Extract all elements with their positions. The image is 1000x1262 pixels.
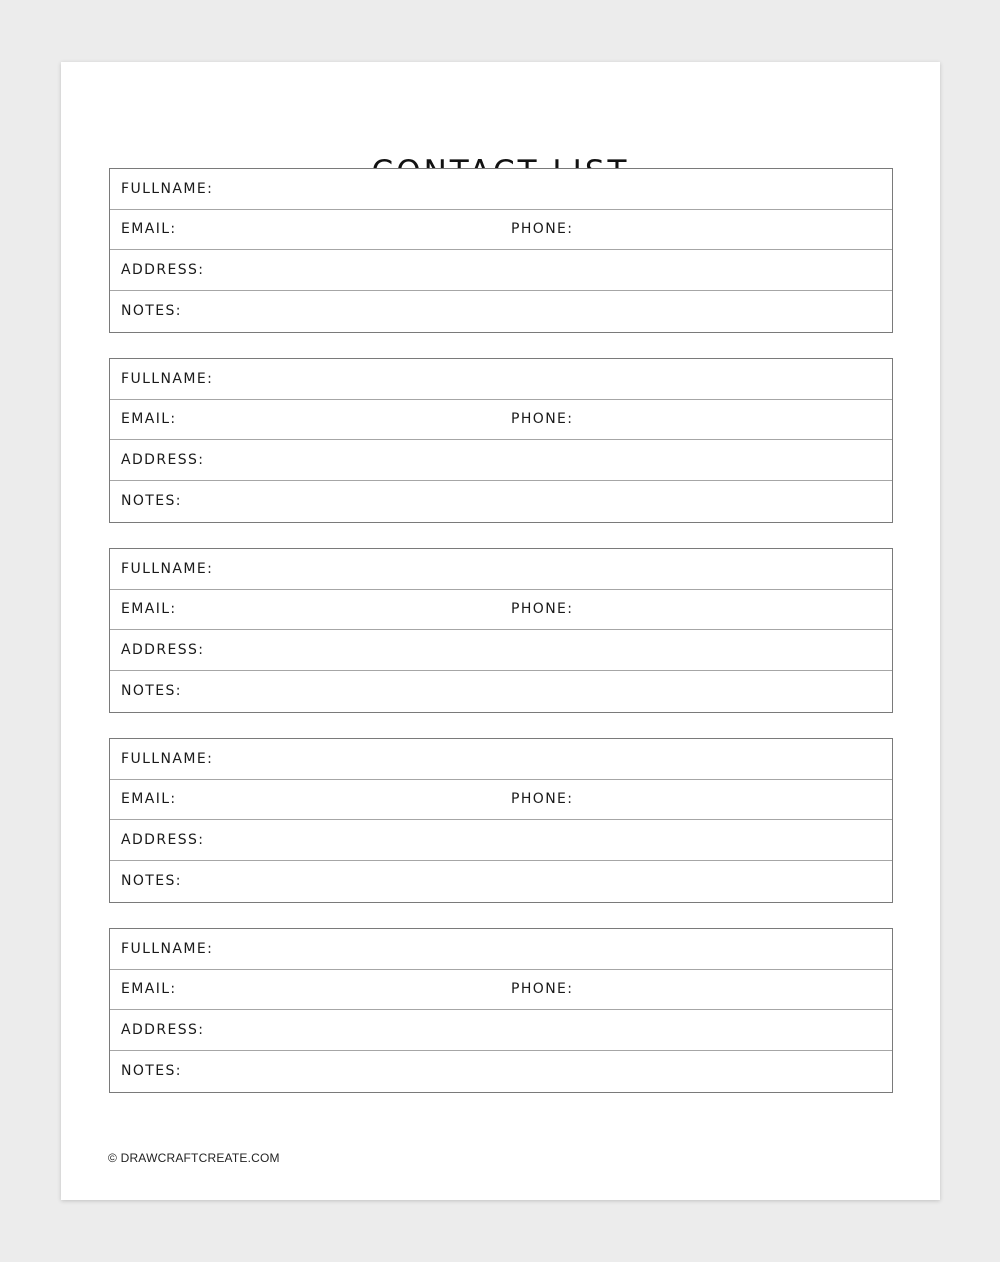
address-label: ADDRESS:	[121, 1021, 205, 1038]
contact-card	[109, 358, 893, 523]
fullname-label: FULLNAME:	[121, 560, 214, 577]
address-row[interactable]	[110, 440, 892, 481]
address-label: ADDRESS:	[121, 831, 205, 848]
address-row[interactable]	[110, 250, 892, 291]
fullname-row[interactable]	[110, 359, 892, 400]
fullname-label: FULLNAME:	[121, 750, 214, 767]
fullname-row[interactable]	[110, 929, 892, 970]
address-row[interactable]	[110, 1010, 892, 1051]
copyright-footer: © DRAWCRAFTCREATE.COM	[108, 1151, 280, 1165]
notes-row[interactable]	[110, 291, 892, 332]
address-row[interactable]	[110, 820, 892, 861]
email-label: EMAIL:	[121, 221, 177, 238]
contact-card	[109, 928, 893, 1093]
email-phone-row[interactable]	[110, 210, 892, 251]
contact-card	[109, 548, 893, 713]
email-phone-row[interactable]	[110, 970, 892, 1011]
printable-sheet	[61, 62, 940, 1200]
email-phone-row[interactable]	[110, 590, 892, 631]
contact-card	[109, 738, 893, 903]
phone-label: PHONE:	[511, 791, 574, 808]
email-label: EMAIL:	[121, 411, 177, 428]
notes-label: NOTES:	[121, 683, 182, 700]
notes-label: NOTES:	[121, 493, 182, 510]
address-row[interactable]	[110, 630, 892, 671]
email-phone-row[interactable]	[110, 780, 892, 821]
contact-card	[109, 168, 893, 333]
email-phone-row[interactable]	[110, 400, 892, 441]
address-label: ADDRESS:	[121, 451, 205, 468]
notes-row[interactable]	[110, 671, 892, 712]
fullname-label: FULLNAME:	[121, 940, 214, 957]
fullname-label: FULLNAME:	[121, 370, 214, 387]
notes-row[interactable]	[110, 481, 892, 522]
phone-label: PHONE:	[511, 981, 574, 998]
phone-label: PHONE:	[511, 601, 574, 618]
address-label: ADDRESS:	[121, 261, 205, 278]
address-label: ADDRESS:	[121, 641, 205, 658]
fullname-row[interactable]	[110, 549, 892, 590]
notes-label: NOTES:	[121, 303, 182, 320]
email-label: EMAIL:	[121, 791, 177, 808]
phone-label: PHONE:	[511, 221, 574, 238]
fullname-row[interactable]	[110, 739, 892, 780]
contact-cards	[109, 168, 893, 1118]
notes-label: NOTES:	[121, 1063, 182, 1080]
notes-row[interactable]	[110, 1051, 892, 1092]
email-label: EMAIL:	[121, 981, 177, 998]
fullname-label: FULLNAME:	[121, 180, 214, 197]
notes-label: NOTES:	[121, 873, 182, 890]
email-label: EMAIL:	[121, 601, 177, 618]
phone-label: PHONE:	[511, 411, 574, 428]
notes-row[interactable]	[110, 861, 892, 902]
fullname-row[interactable]	[110, 169, 892, 210]
